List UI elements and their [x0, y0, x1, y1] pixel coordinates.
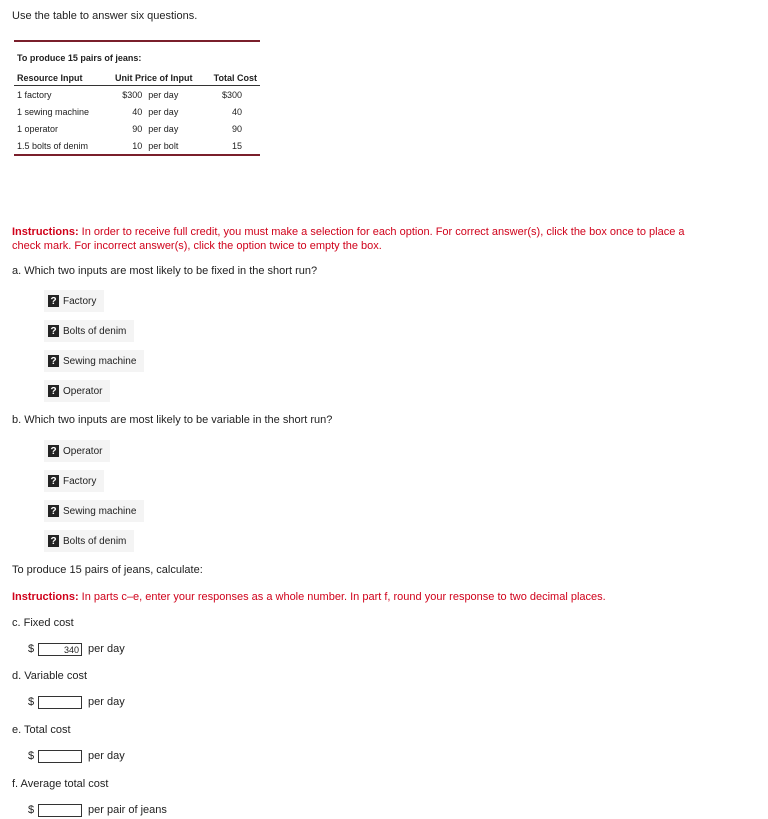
- table-caption: To produce 15 pairs of jeans:: [17, 53, 142, 63]
- intro-text: Use the table to answer six questions.: [12, 10, 198, 22]
- instructions-numeric: [12, 590, 712, 604]
- cell-total: 90: [231, 123, 242, 134]
- cell-input: 1 sewing machine: [17, 106, 90, 117]
- option-a-operator[interactable]: [44, 380, 110, 402]
- currency-symbol: $: [28, 643, 35, 655]
- question-d: d. Variable cost: [12, 670, 88, 682]
- header-total-cost: Total Cost: [202, 69, 260, 86]
- table-row: [14, 103, 260, 120]
- option-label: Bolts of denim: [63, 535, 127, 547]
- variable-cost-input[interactable]: [38, 696, 82, 709]
- option-label: Bolts of denim: [63, 325, 127, 337]
- option-b-factory[interactable]: [44, 470, 104, 492]
- cell-per: per day: [148, 123, 179, 134]
- instructions-label: Instructions:: [12, 226, 79, 238]
- table-row: [14, 137, 260, 154]
- total-cost-input[interactable]: [38, 750, 82, 763]
- question-mark-icon[interactable]: ?: [48, 475, 59, 487]
- currency-symbol: $: [28, 696, 35, 708]
- question-mark-icon[interactable]: ?: [48, 385, 59, 397]
- option-b-sewing-machine[interactable]: [44, 500, 144, 522]
- option-a-bolts-of-denim[interactable]: [44, 320, 134, 342]
- cell-per: per day: [148, 106, 179, 117]
- cell-per: per bolt: [148, 140, 179, 151]
- option-b-operator[interactable]: [44, 440, 110, 462]
- option-label: Factory: [63, 475, 97, 487]
- cell-total: 40: [231, 106, 242, 117]
- average-total-cost-input[interactable]: [38, 804, 82, 817]
- question-f: f. Average total cost: [12, 778, 109, 790]
- question-mark-icon[interactable]: ?: [48, 355, 59, 367]
- question-mark-icon[interactable]: ?: [48, 535, 59, 547]
- option-b-bolts-of-denim[interactable]: [44, 530, 134, 552]
- option-label: Operator: [63, 445, 103, 457]
- unit-label: per day: [88, 750, 125, 762]
- unit-label: per pair of jeans: [88, 804, 167, 816]
- cell-total: $300: [221, 89, 242, 100]
- question-mark-icon[interactable]: ?: [48, 505, 59, 517]
- cell-input: 1 factory: [17, 89, 52, 100]
- question-mark-icon[interactable]: ?: [48, 325, 59, 337]
- fixed-cost-input[interactable]: 340: [38, 643, 82, 656]
- cell-price: 10: [132, 140, 143, 151]
- cell-total: 15: [231, 140, 242, 151]
- currency-symbol: $: [28, 804, 35, 816]
- option-label: Factory: [63, 295, 97, 307]
- unit-label: per day: [88, 643, 125, 655]
- option-a-sewing-machine[interactable]: [44, 350, 144, 372]
- cell-price: $300: [122, 89, 143, 100]
- header-unit-price: Unit Price of Input: [105, 69, 202, 86]
- header-resource: Resource Input: [14, 69, 105, 86]
- table-row: [14, 86, 260, 104]
- question-a: a. Which two inputs are most likely to be fixed in the short run?: [12, 265, 318, 277]
- table-row: [14, 120, 260, 137]
- question-b: b. Which two inputs are most likely to be variable in the short run?: [12, 414, 333, 426]
- question-mark-icon[interactable]: ?: [48, 445, 59, 457]
- option-label: Operator: [63, 385, 103, 397]
- instructions-text: In order to receive full credit, you must make a selection for each option. For correct answer(s), click the box once to place a check mark. For incorrect answer(s), click the option twice to empty the box.: [12, 226, 685, 252]
- question-c: c. Fixed cost: [12, 617, 74, 629]
- unit-label: per day: [88, 696, 125, 708]
- cost-table: [14, 40, 260, 156]
- cell-input: 1 operator: [17, 123, 59, 134]
- option-label: Sewing machine: [63, 355, 137, 367]
- cell-price: 90: [132, 123, 143, 134]
- table-header-row: [14, 69, 260, 86]
- option-label: Sewing machine: [63, 505, 137, 517]
- instructions-selection: [12, 225, 712, 253]
- cell-price: 40: [132, 106, 143, 117]
- cell-per: per day: [148, 89, 179, 100]
- instructions-text: In parts c–e, enter your responses as a whole number. In part f, round your response to two decimal places.: [78, 591, 606, 603]
- question-mark-icon[interactable]: ?: [48, 295, 59, 307]
- question-e: e. Total cost: [12, 724, 71, 736]
- option-a-factory[interactable]: [44, 290, 104, 312]
- calc-intro: To produce 15 pairs of jeans, calculate:: [12, 564, 203, 576]
- currency-symbol: $: [28, 750, 35, 762]
- instructions-label: Instructions:: [12, 591, 79, 603]
- cell-input: 1.5 bolts of denim: [17, 140, 89, 151]
